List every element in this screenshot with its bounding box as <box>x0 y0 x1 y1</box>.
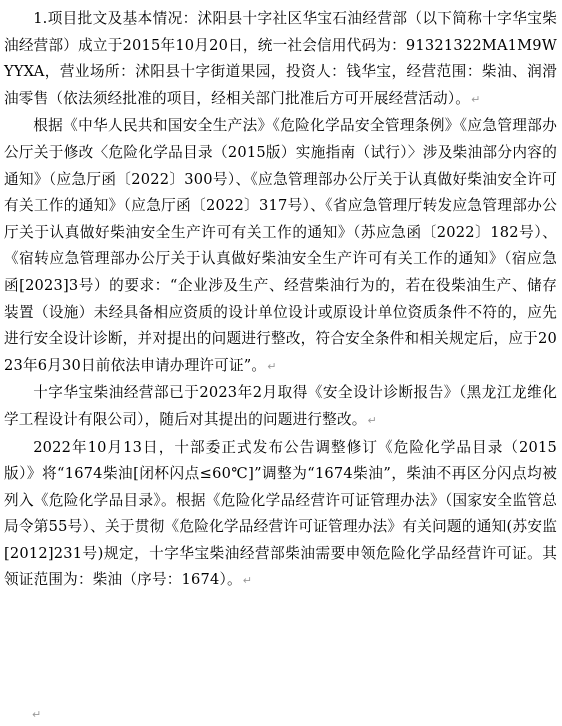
paragraph-mark-icon: ↵ <box>267 359 277 373</box>
paragraph-project-info <box>4 6 557 113</box>
paragraph-design-diagnosis <box>4 380 557 434</box>
paragraph-mark-icon: ↵ <box>242 574 253 588</box>
paragraph-text: 1.项目批文及基本情况：沭阳县十字社区华宝石油经营部（以下简称十字华宝柴油经营部）成立于2015年10月20日，统一社会信用代码为：91321322MA1M9WYYXA，营业场所：沭阳县十字街道果园，投资人：钱华宝，经营范围：柴油、润滑油零售（依法须经批准的项目，经相关部门批准后方可开展经营活动）。 <box>4 10 557 107</box>
empty-paragraph-mark-icon: ↵ <box>32 708 42 721</box>
paragraph-text: 根据《中华人民共和国安全生产法》《危险化学品安全管理条例》《应急管理部办公厅关于修改〈危险化学品目录（2015版）实施指南（试行）〉涉及柴油部分内容的通知》（应急厅函〔2022〕300号）、《应急管理部办公厅关于认真做好柴油安全许可有关工作的通知》（应急厅函〔2022〕317号）、《省应急管理厅转发应急管理部办公厅关于认真做好柴油安全生产许可有关工作的通知》（苏应急函〔2022〕182号）、《宿转应急管理部办公厅关于认真做好柴油安全生产许可有关工作的通知》（宿应急函[2023]3号）的要求：“企业涉及生产、经营柴油行为的，若在役柴油生产、储存装置（设施）未经具备相应资质的设计单位设计或原设计单位资质条件不符的，应先进行安全设计诊断，并对提出的问题进行整改，符合安全条件和相关规定后，应于2023年6月30日前依法申请办理许可证”。 <box>4 117 557 374</box>
paragraph-catalog-revision <box>4 435 557 596</box>
paragraph-text: 2022年10月13日，十部委正式发布公告调整修订《危险化学品目录（2015版）》将“1674柴油[闭杯闪点≤60℃]”调整为“1674柴油”，柴油不再区分闪点均被列入《危险化学品目录》。根据《危险化学品经营许可证管理办法》（国家安全监管总局令第55号）、关于贯彻《危险化学品经营许可证管理办法》有关问题的通知(苏安监[2012]231号)规定，十字华宝柴油经营部柴油需要申领危险化学品经营许可证。其领证范围为：柴油（序号：1674）。 <box>4 438 557 589</box>
paragraph-regulations <box>4 113 557 380</box>
paragraph-text: 十字华宝柴油经营部已于2023年2月取得《安全设计诊断报告》（黑龙江龙维化学工程设计有限公司），随后对其提出的问题进行整改。 <box>4 384 557 428</box>
paragraph-mark-icon: ↵ <box>471 92 481 106</box>
paragraph-mark-icon: ↵ <box>367 413 377 427</box>
